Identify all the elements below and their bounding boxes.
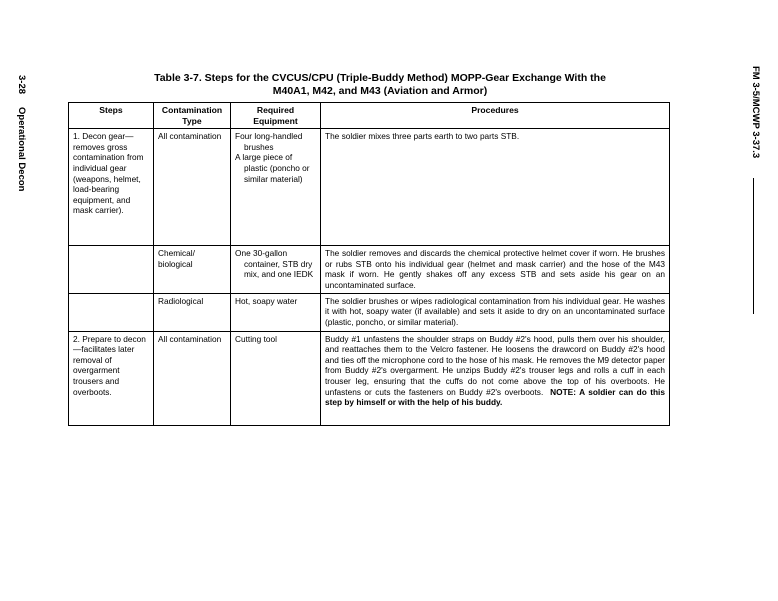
equipment-cell xyxy=(231,293,321,331)
contamination-cell: Chemical/ biological xyxy=(154,246,231,293)
header-contamination-type: Contamination Type xyxy=(154,103,231,129)
page-number: 3-28 xyxy=(16,75,27,95)
table-title-line-2: M40A1, M42, and M43 (Aviation and Armor) xyxy=(272,85,488,97)
procedure-text: Buddy #1 unfastens the shoulder straps on Buddy #2's hood, pulls them over his shoulder, and reattaches them to the Velcro fastener. He loosens the drawcord on Buddy #2's hood and ties off the microphone cord to the hose of his mask. He removes the M9 detector paper from Buddy #2's overgarment. He unzips Buddy #2's trouser legs and rolls a cuff in each trouser leg, ensuring that the cuffs do not come above the top of his overboots. He unfastens or cuts the fasteners on Buddy #2's overboots. xyxy=(325,333,665,397)
table-header-row xyxy=(69,103,670,129)
equipment-line: One 30-gallon xyxy=(235,248,288,259)
contamination-cell: All contamination xyxy=(154,331,231,425)
procedure-cell: The soldier brushes or wipes radiological contamination from his individual gear. He washes it with hot, soapy water (if available) and sets it aside to dry on an uncontaminated surface (plastic, poncho, or similar material). xyxy=(321,293,670,331)
equipment-line: Cutting tool xyxy=(235,333,277,344)
table-row xyxy=(69,129,670,246)
header-procedures: Procedures xyxy=(321,103,670,129)
equipment-cell xyxy=(231,246,321,293)
table-row xyxy=(69,331,670,425)
procedure-table xyxy=(68,102,670,426)
equipment-line: Hot, soapy water xyxy=(235,295,298,306)
header-steps: Steps xyxy=(69,103,154,129)
side-divider xyxy=(753,178,754,314)
table-row xyxy=(69,246,670,293)
step-cell xyxy=(69,293,154,331)
equipment-line: Four long-handled xyxy=(235,131,303,142)
table-title-line-1: Table 3-7. Steps for the CVCUS/CPU (Triple-Buddy Method) MOPP-Gear Exchange With the xyxy=(154,72,606,84)
equipment-line: container, STB dry mix, and one IEDK xyxy=(244,258,314,280)
table-title xyxy=(70,72,690,98)
chapter-title: Operational Decon xyxy=(16,106,27,192)
step-cell xyxy=(69,246,154,293)
step-cell: 1. Decon gear—removes gross contamination from individual gear (weapons, helmet, load-bearing equipment, and mask carrier). xyxy=(69,129,154,246)
procedure-cell xyxy=(321,331,670,425)
page-side-label xyxy=(13,75,27,201)
procedure-cell: The soldier removes and discards the chemical protective helmet cover if worn. He brushes or rubs STB onto his individual gear (helmet and mask carrier) and the hose of the M43 mask if worn. He gently shakes off any excess STB and sets aside his gear on an uncontaminated surface. xyxy=(321,246,670,293)
equipment-cell xyxy=(231,331,321,425)
table-row xyxy=(69,293,670,331)
contamination-cell: All contamination xyxy=(154,129,231,246)
equipment-cell xyxy=(231,129,321,246)
equipment-line: plastic (poncho or similar material) xyxy=(244,162,310,184)
procedure-cell: The soldier mixes three parts earth to two parts STB. xyxy=(321,129,670,246)
equipment-line: brushes xyxy=(244,141,274,152)
header-required-equipment: Required Equipment xyxy=(231,103,321,129)
step-cell: 2. Prepare to decon—facilitates later removal of overgarment trousers and overboots. xyxy=(69,331,154,425)
equipment-line: A large piece of xyxy=(235,152,293,163)
document-number: FM 3-5/MCWP 3-37.3 xyxy=(750,66,761,159)
procedure-note: NOTE: A soldier can do this step by himself or with the help of his buddy. xyxy=(325,386,665,408)
contamination-cell: Radiological xyxy=(154,293,231,331)
